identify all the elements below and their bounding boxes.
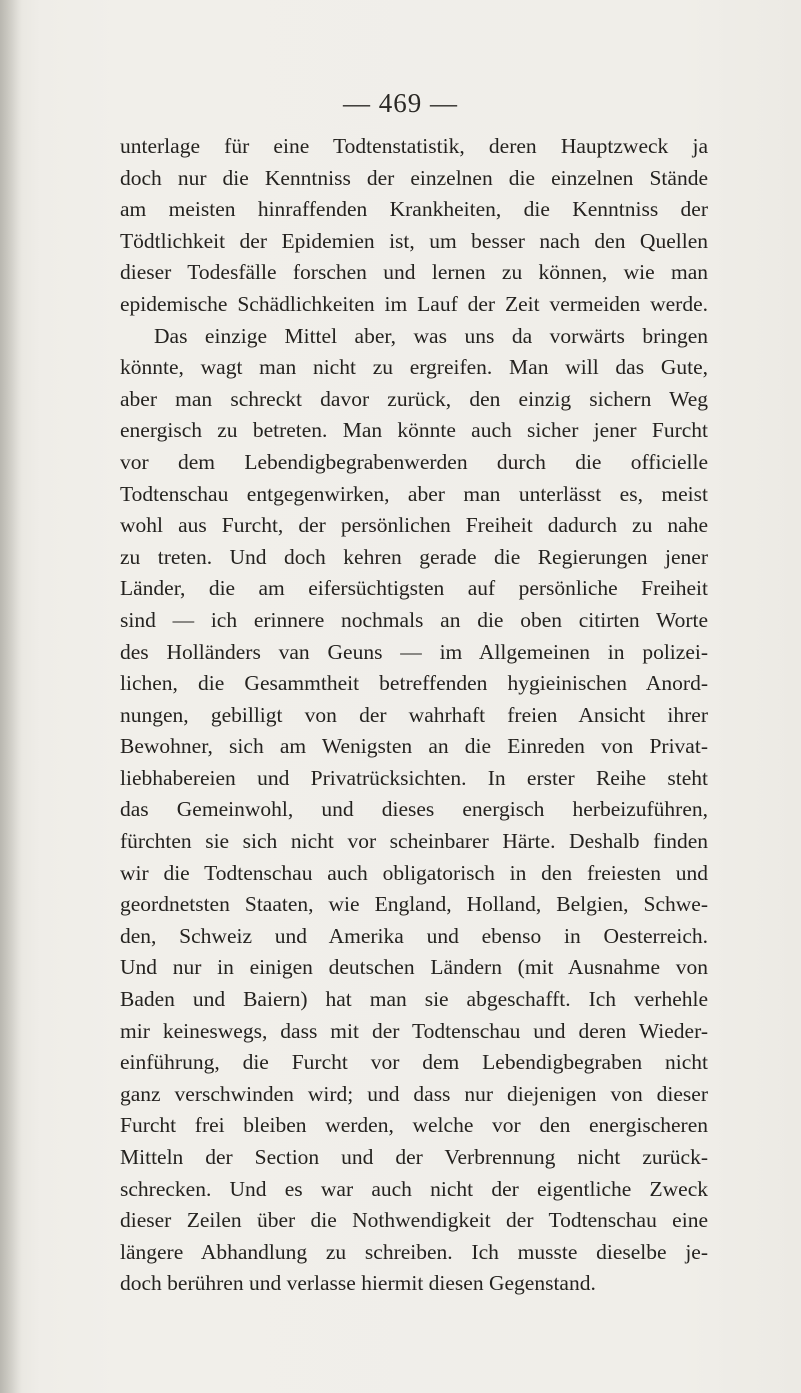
text-line: geordnetsten Staaten, wie England, Holland, Belgien, Schwe-	[120, 892, 708, 917]
text-line: wir die Todtenschau auch obligatorisch in den freiesten und	[120, 860, 708, 885]
text-line: mir keineswegs, dass mit der Todtenschau und deren Wieder-	[120, 1018, 708, 1043]
text-line: lichen, die Gesammtheit betreffenden hygieinischen Anord-	[120, 671, 708, 696]
text-line: doch berühren und verlasse hiermit diesen Gegenstand.	[120, 1271, 596, 1296]
text-line: Länder, die am eifersüchtigsten auf persönliche Freiheit	[120, 576, 708, 601]
text-line: das Gemeinwohl, und dieses energisch herbeizuführen,	[120, 797, 708, 822]
text-line: aber man schreckt davor zurück, den einzig sichern Weg	[120, 386, 708, 411]
text-line: am meisten hinraffenden Krankheiten, die Kenntniss der	[120, 197, 708, 222]
text-line: zu treten. Und doch kehren gerade die Regierungen jener	[120, 544, 708, 569]
text-line: nungen, gebilligt von der wahrhaft freien Ansicht ihrer	[120, 702, 708, 727]
page-number: — 469 —	[343, 88, 458, 118]
text-line: ganz verschwinden wird; und dass nur diejenigen von dieser	[120, 1081, 708, 1106]
binding-shadow	[0, 0, 22, 1393]
text-line: wohl aus Furcht, der persönlichen Freiheit dadurch zu nahe	[120, 513, 708, 538]
text-line: Mitteln der Section und der Verbrennung nicht zurück-	[120, 1145, 708, 1169]
text-line: Todtenschau entgegenwirken, aber man unterlässt es, meist	[120, 481, 708, 506]
body-text	[120, 131, 708, 1300]
text-line: dieser Zeilen über die Nothwendigkeit der Todtenschau eine	[120, 1208, 708, 1233]
text-line: den, Schweiz und Amerika und ebenso in Oesterreich.	[120, 923, 708, 948]
text-line: fürchten sie sich nicht vor scheinbarer Härte. Deshalb finden	[120, 829, 708, 854]
text-line: könnte, wagt man nicht zu ergreifen. Man will das Gute,	[120, 355, 708, 380]
text-line: Furcht frei bleiben werden, welche vor den energischeren	[120, 1113, 708, 1138]
text-line: energisch zu betreten. Man könnte auch sicher jener Furcht	[120, 418, 708, 443]
text-line: des Holländers van Geuns — im Allgemeinen in polizei-	[120, 639, 708, 664]
text-line: Und nur in einigen deutschen Ländern (mit Ausnahme von	[120, 955, 708, 980]
text-line: vor dem Lebendigbegrabenwerden durch die officielle	[120, 449, 708, 474]
text-line: längere Abhandlung zu schreiben. Ich musste dieselbe je-	[120, 1239, 708, 1264]
text-line: Baden und Baiern) hat man sie abgeschafft. Ich verhehle	[120, 987, 708, 1012]
text-line: sind — ich erinnere nochmals an die oben citirten Worte	[120, 607, 708, 632]
text-line: epidemische Schädlichkeiten im Lauf der Zeit vermeiden werde.	[120, 291, 708, 316]
text-line: unterlage für eine Todtenstatistik, deren Hauptzweck ja	[120, 134, 708, 158]
text-line: liebhabereien und Privatrücksichten. In erster Reihe steht	[120, 765, 708, 790]
text-line: doch nur die Kenntniss der einzelnen die einzelnen Stände	[120, 165, 708, 190]
text-line: Tödtlichkeit der Epidemien ist, um besser nach den Quellen	[120, 228, 708, 253]
text-line: Bewohner, sich am Wenigsten an die Einreden von Privat-	[120, 734, 708, 759]
text-line: Das einzige Mittel aber, was uns da vorwärts bringen	[154, 323, 708, 348]
text-line: schrecken. Und es war auch nicht der eigentliche Zweck	[120, 1176, 708, 1201]
text-line: dieser Todesfälle forschen und lernen zu können, wie man	[120, 260, 708, 285]
text-line: einführung, die Furcht vor dem Lebendigbegraben nicht	[120, 1050, 708, 1075]
